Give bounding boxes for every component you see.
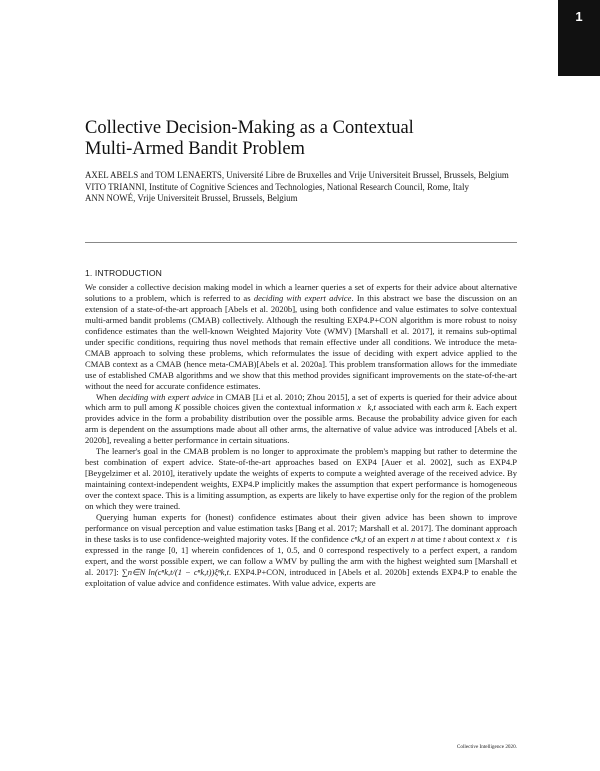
math-inline: [0, 1] [168, 544, 189, 555]
header-divider [85, 242, 517, 243]
paragraph: We consider a collective decision making model in which a learner queries a set of experts for their advice about alternative solutions to a problem, which is referred to as deciding with expert advice. In this abstract we base the discussion on an extension of a state-of-the-art approach [Abels et al. 2020b], using both confidence and value estimates to solve contextual multi-armed bandit problems (CMAB) collectively. Although the resulting EXP4.P+CON algorithm is more robust to noisy confidence estimates than the well-known Weighted Majority Vote (WMV) [Marshall et al. 2017], it remains sub-optimal under specific conditions, requiring thus novel methods that remain effective under all conditions. We introduce the meta-CMAB approach to solving these problems, which reformulates the issue of deciding with expert advice applied to the CMAB context as a CMAB (hence meta-CMAB)[Abels et al. 2020a]. This problem transformation allows for the immediate use of established CMAB algorithms and we show that this method provides significant improvements on the state-of-the-art without the need for accurate confidence estimates. [85, 282, 517, 391]
math-inline: n [410, 533, 416, 544]
math-inline: cⁿk,t [350, 533, 366, 544]
math-inline: 0 [318, 544, 324, 555]
body-text [85, 282, 517, 589]
math-inline: ∑n∈N ln(cⁿk,t/(1 − cⁿk,t))ξⁿk,t [121, 566, 229, 577]
math-inline: k [467, 402, 472, 413]
paper-title [85, 118, 525, 160]
author-line: AXEL ABELS and TOM LENAERTS, Université Libre de Bruxelles and Vrije Universiteit Brussel, Brussels, Belgium [85, 170, 509, 180]
section-heading: 1. INTRODUCTION [85, 268, 162, 278]
title-line-2: Multi-Armed Bandit Problem [85, 139, 305, 159]
title-line-1: Collective Decision-Making as a Contextual [85, 118, 414, 138]
math-inline: K [174, 402, 181, 413]
author-affiliations [85, 170, 525, 205]
paragraph: When deciding with expert advice in CMAB [Li et al. 2010; Zhou 2015], a set of experts is queried for their advice about which arm to pull among K possible choices given the contextual information x⃗k,t associated with each arm k. Each expert provides advice in the form a probability distribution over the possible arms. Because the probability advice given for each arm is dependent on the assumptions made about all other arms, the alternative of value advice was introduced [Abels et al. 2020b], revealing a better performance in certain situations. [85, 391, 517, 446]
math-inline: x⃗k,t [357, 402, 376, 413]
page-number-tab [558, 0, 600, 76]
author-line: ANN NOWÉ, Vrije Universiteit Brussel, Brussels, Belgium [85, 193, 298, 204]
page-number: 1 [575, 9, 583, 24]
author-line: VITO TRIANNI, Institute of Cognitive Sciences and Technologies, National Research Council, Rome, Italy [85, 181, 469, 192]
math-inline: t [443, 533, 446, 544]
math-inline: x⃗t [496, 533, 510, 544]
paragraph: The learner's goal in the CMAB problem is no longer to approximate the problem's mapping but rather to determine the best combination of expert advice. State-of-the-art approaches based on EXP4 [Auer et al. 2002], such as EXP4.P [Beygelzimer et al. 2010], iteratively update the weights of experts to compute a weighted average of the received advice. By maintaining context-independent weights, EXP4.P implicitly makes the assumption that expert performance is homogeneous over the context space. This is a limiting assumption, as experts are likely to have expertise only for the region of the problem on which they were trained. [85, 446, 517, 512]
paragraph: Querying human experts for (honest) confidence estimates about their given advice has been shown to improve performance on visual perception and value estimation tasks [Bang et al. 2017; Marshall et al. 2017]. The dominant approach in these tasks is to use confidence-weighted majority votes. If the confidence cⁿk,t of an expert n at time t about context x⃗t is expressed in the range [0, 1] wherein confidences of 1, 0.5, and 0 correspond respectively to a perfect expert, a random expert, and the worst possible expert, we can follow a WMV by pulling the arm with the highest weighted sum [Marshall et al. 2017]: ∑n∈N ln(cⁿk,t/(1 − cⁿk,t))ξⁿk,t. EXP4.P+CON, introduced in [Abels et al. 2020b] extends EXP4.P to enable the exploitation of value advice and confidence estimates. With value advice, experts are [85, 512, 518, 588]
footer-venue: Collective Intelligence 2020. [456, 744, 517, 750]
math-inline: 1, 0.5, [277, 544, 300, 555]
